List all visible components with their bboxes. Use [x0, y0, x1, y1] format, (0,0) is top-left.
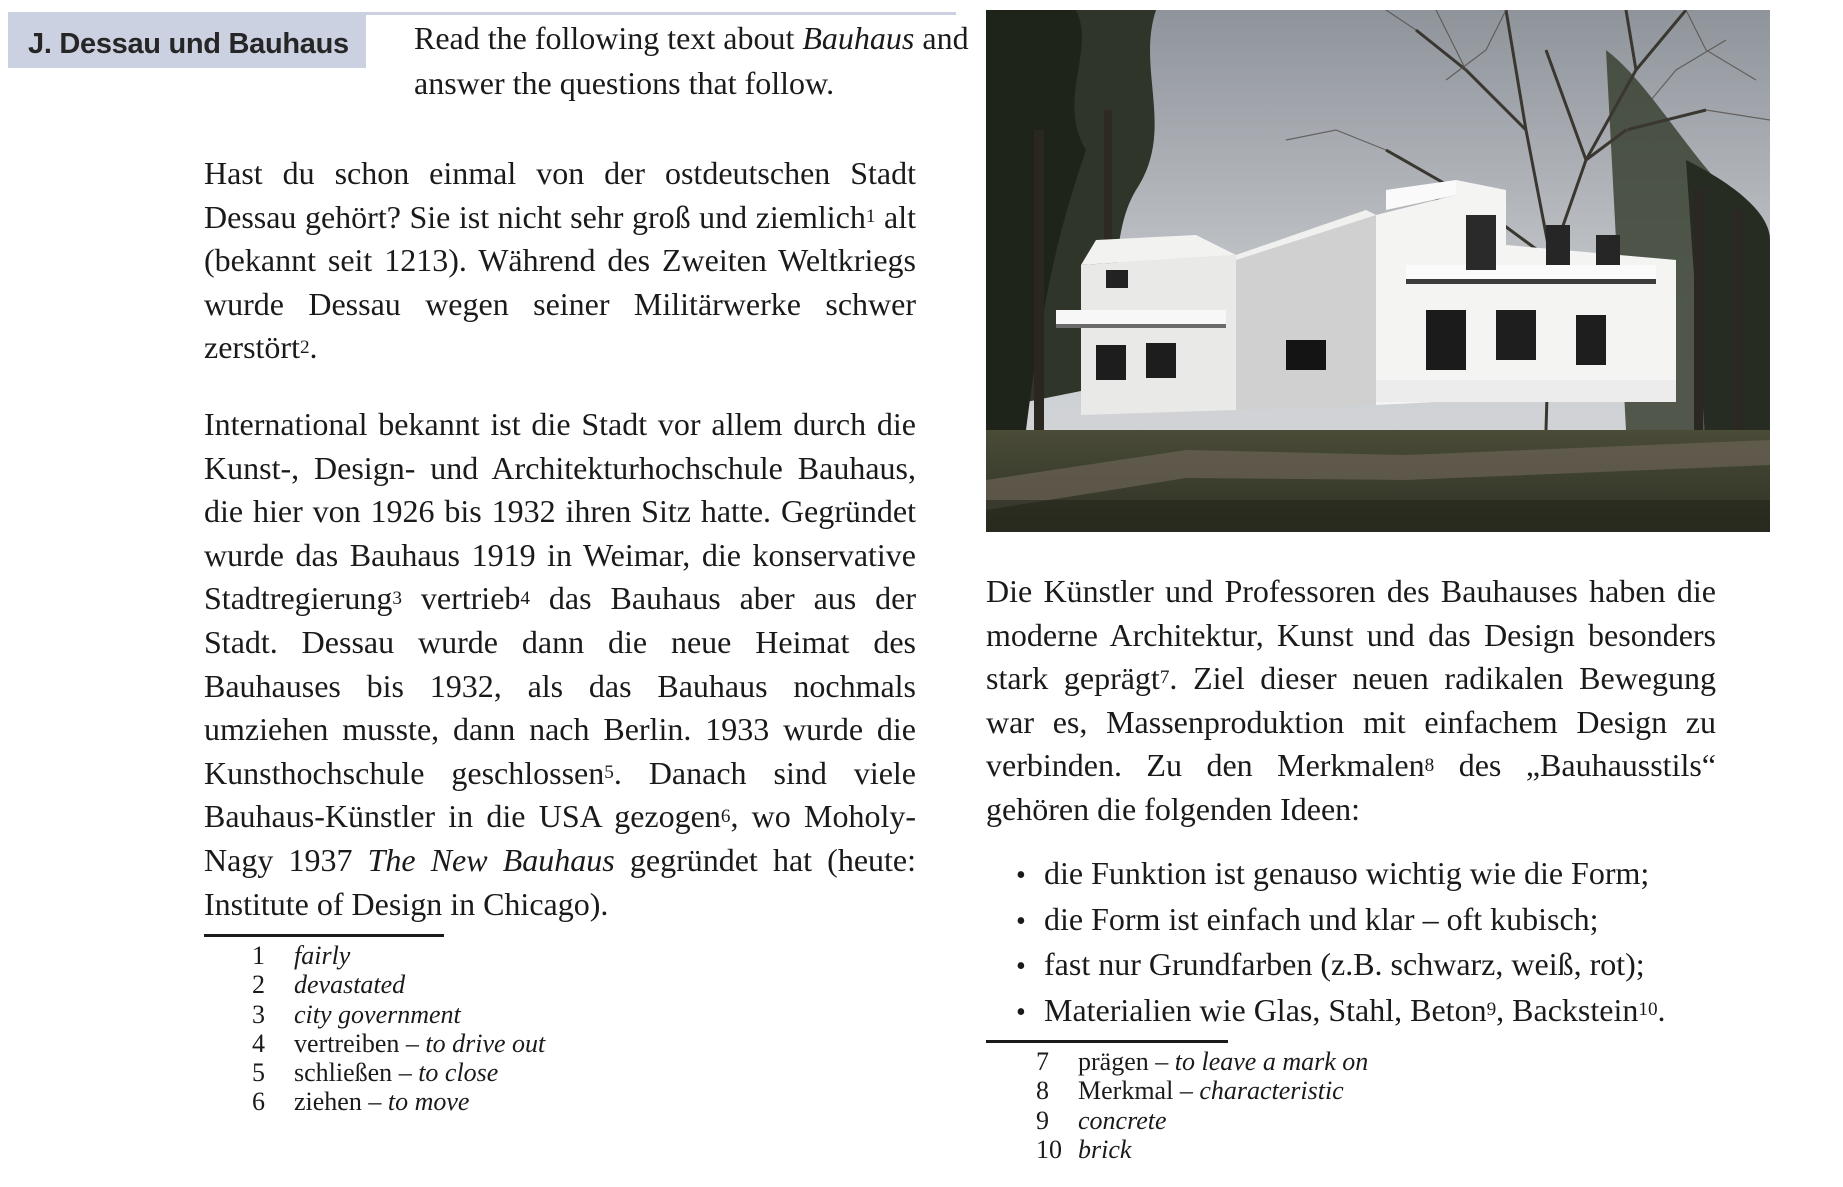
p1-text-3: .	[309, 329, 318, 366]
footnote-ref-2: 2	[299, 336, 310, 358]
footnote-term: prägen	[1078, 1047, 1149, 1076]
instructions-text-1: Read the following text about	[414, 20, 803, 56]
footnote-number: 3	[252, 999, 265, 1029]
p2-text-1: International bekannt ist die Stadt vor allem durch die Kunst-, Design- und Architekturhochschule Bauhaus, die hier von 1926 bis 1932 ihren Sitz hatte. Gegründet wurde das Bauhaus 1919 in Weimar, die konservative Stadtregierung	[204, 406, 916, 617]
footnote-meaning: devastated	[294, 970, 406, 1000]
footnote-meaning: concrete	[1078, 1105, 1167, 1135]
list-item-text-2: , Backstein	[1496, 991, 1639, 1028]
p2-italic-title: The New Bauhaus	[367, 841, 615, 878]
footnote-term: vertreiben	[294, 1028, 400, 1058]
list-item	[1016, 852, 1666, 898]
footnote-number: 1	[252, 941, 265, 970]
list-item-text-3: .	[1657, 991, 1666, 1028]
footnote-item	[252, 1000, 545, 1029]
footnote-item	[1036, 1106, 1368, 1135]
p2-text-2: vertrieb	[401, 580, 521, 617]
footnote-number: 10	[1036, 1134, 1062, 1164]
footnote-meaning: fairly	[294, 941, 351, 970]
bullet-icon: •	[1016, 951, 1026, 983]
footnote-item	[252, 1087, 545, 1116]
footnote-meaning: to close	[418, 1058, 499, 1088]
bullet-icon: •	[1016, 905, 1026, 937]
instructions-text-2: and answer the questions that follow.	[414, 20, 969, 101]
footnote-term: Merkmal	[1078, 1076, 1174, 1106]
footnote-number: 8	[1036, 1076, 1049, 1106]
paragraph-bauhaus-style	[986, 570, 1716, 832]
p2-text-3: das Bauhaus aber aus der Stadt. Dessau wurde dann die neue Heimat des Bauhauses bis 1932, als das Bauhaus nochmals umziehen musste, dann nach Berlin. 1933 wurde die Kunsthochschule geschlossen	[204, 580, 917, 791]
footnote-item	[1036, 1047, 1368, 1076]
footnotes-left	[252, 941, 545, 1117]
footnote-item	[252, 1029, 545, 1058]
p1-text-1: Hast du schon einmal von der ostdeutschen Stadt Dessau gehört? Sie ist nicht sehr groß und ziemlich	[204, 155, 916, 235]
footnote-ref-7: 7	[1159, 667, 1170, 689]
instructions-italic: Bauhaus	[802, 20, 915, 56]
p2-text-4: . Danach sind viele Bauhaus-Künstler in die USA gezogen	[204, 754, 917, 835]
list-item-text: Materialien wie Glas, Stahl, Beton	[1044, 991, 1487, 1028]
footnote-separator: –	[392, 1058, 419, 1088]
footnote-item	[252, 941, 545, 970]
header-rule	[366, 12, 956, 15]
paragraph-dessau-intro	[204, 152, 916, 370]
footnote-meaning: to drive out	[425, 1028, 546, 1058]
footnote-separator: –	[1173, 1076, 1200, 1106]
p3-text-3: des „Bauhausstils“ gehören die folgenden Ideen:	[986, 747, 1717, 827]
footnote-term: schließen	[294, 1058, 393, 1088]
list-item	[1016, 898, 1666, 944]
p1-text-2: alt (bekannt seit 1213). Während des Zweiten Weltkriegs wurde Dessau wegen seiner Militärwerke schwer zerstört	[204, 198, 917, 366]
paragraph-bauhaus-history	[204, 403, 916, 926]
footnote-ref-10: 10	[1638, 999, 1658, 1021]
footnotes-right	[1036, 1047, 1368, 1164]
list-item	[1016, 943, 1666, 989]
footnote-item	[252, 970, 545, 999]
footnote-number: 5	[252, 1058, 265, 1088]
footnote-item	[1036, 1076, 1368, 1105]
footnote-number: 7	[1036, 1047, 1049, 1076]
footnote-meaning: brick	[1078, 1134, 1132, 1164]
p2-text-5: , wo Moholy-Nagy 1937	[204, 798, 917, 878]
bauhaus-house-photo	[986, 10, 1770, 532]
footnote-rule-right	[986, 1040, 1228, 1043]
footnote-ref-1: 1	[865, 205, 876, 227]
p2-text-6: gegründet hat (heute: Institute of Design in Chicago).	[204, 841, 917, 922]
p3-text-2: . Ziel dieser neuen radikalen Bewegung war es, Massenproduktion mit einfachem Design zu verbinden. Zu den Merkmalen	[986, 660, 1717, 784]
footnote-number: 9	[1036, 1105, 1049, 1135]
footnote-ref-6: 6	[720, 805, 731, 827]
footnote-ref-3: 3	[392, 587, 402, 609]
footnote-ref-9: 9	[1486, 999, 1497, 1021]
bauhaus-ideas-list	[1016, 852, 1666, 1034]
footnote-meaning: to leave a mark on	[1174, 1047, 1369, 1076]
footnote-number: 4	[252, 1028, 265, 1058]
footnote-number: 6	[252, 1087, 265, 1117]
list-item-text: fast nur Grundfarben (z.B. schwarz, weiß, rot);	[1044, 946, 1645, 983]
footnote-item	[252, 1058, 545, 1087]
bullet-icon: •	[1016, 860, 1026, 891]
footnote-meaning: characteristic	[1199, 1076, 1344, 1106]
bullet-icon: •	[1016, 996, 1026, 1028]
footnote-meaning: to move	[387, 1087, 470, 1117]
footnote-meaning: city government	[294, 999, 461, 1029]
footnote-ref-5: 5	[604, 762, 614, 783]
footnote-ref-4: 4	[520, 587, 530, 609]
section-label: J. Dessau und Bauhaus	[8, 12, 366, 68]
footnote-separator: –	[399, 1028, 426, 1058]
instructions	[414, 16, 974, 106]
footnote-term: ziehen	[294, 1087, 362, 1117]
list-item	[1016, 989, 1666, 1035]
footnote-number: 2	[252, 970, 265, 1000]
list-item-text: die Form ist einfach und klar – oft kubisch;	[1044, 900, 1599, 937]
footnote-separator: –	[361, 1087, 388, 1117]
footnote-separator: –	[1148, 1047, 1175, 1076]
list-item-text: die Funktion ist genauso wichtig wie die Form;	[1044, 855, 1650, 891]
footnote-rule-left	[204, 934, 444, 937]
p3-text-1: Die Künstler und Professoren des Bauhauses haben die moderne Architektur, Kunst und das Design besonders stark geprägt	[986, 573, 1716, 697]
footnote-ref-8: 8	[1424, 754, 1435, 776]
footnote-item	[1036, 1135, 1368, 1164]
